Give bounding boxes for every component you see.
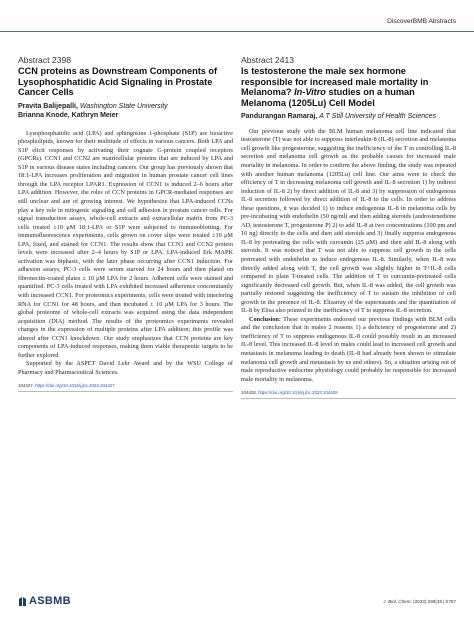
author-line-1	[18, 102, 233, 111]
author-affiliation: A T Still University of Health Sciences	[319, 113, 437, 121]
divider	[18, 391, 233, 392]
abstract-title	[241, 66, 456, 108]
abstract-body: Our previous study with the BLM human melanoma cell line indicated that testosterone (T) was not able to suppress interleukin-8 (IL-8) secretion and melanoma cell growth like progesterone, suggesting the inefficiency of the T in controlling IL-8 secretion and melanoma cell growth as the probable causes for increased male mortality in melanoma. In order to confirm the above finding, the study was repeated with another human melanoma (1205Lu) cell line. Our aims were to check the efficiency of T in decreasing melanoma cell growth and IL-8 secretion 1) by indirect induction of IL-8 2) by direct addition of IL-8 and 3) by suppression of endogenous IL-8 secretion followed by direct addition of IL-8 to the cells. In order to address these questions, it was decided 1) to induce endogenous IL-8 in melanoma cells by pre-incubating with endothelin (50 ng/ml) and then adding steroids (androstenedione AD, testosterone T, progesterone P) 2) to add IL-8 at two concentrations (100 pm and 10 ng) directly to the cells and then add steroids and 3) finally suppress endogenous IL-8 by pretreating the cells with curcumin (25 μM) and then add IL-8 along with steroids. It was noticed that T was not able to suppress cell growth in the cells pretreated with endothelin to induce endogenous IL-8. Similarly, when IL-8 was directly added along with T, the cell growth was slightly higher in T+IL-8 cells compared to plain T-treated cells. The addition of T to curcumin-pretreated cells significantly decreased cell growth. But, when IL-8 was added, the cell growth was partially restored suggesting the inefficiency of T to sustain the inhibition of cell growth in the presence of IL-8. Elisarray of the supernatants and the quantitation of IL-8 by Elisa also pointed to the inefficiency of T to suppress IL-8 secretion.	[241, 127, 456, 315]
logo-text: ASBMB	[29, 595, 71, 607]
author-line-1	[241, 112, 456, 121]
author-line-2	[18, 111, 233, 120]
author-name: Pravita Balijepalli,	[18, 102, 78, 110]
page-citation	[383, 599, 456, 604]
divider	[241, 398, 456, 399]
header-bar	[0, 0, 474, 32]
abstract-title: CCN proteins as Downstream Components of Lysophosphatidic Acid Signaling in Prostate Cancer Cells	[18, 66, 218, 98]
conclusion-text: These experiments endorsed our previous findings with BLM cells and the conclusion that in males 2 reasons 1) a deficiency of progesterone and 2) inefficiency of T to suppress endogenous IL-8 could possibly result in an increased IL-8 level. This increased IL-8 level in males could lead to increased cell growth and metastasis in melanoma leading to death (IL-8 had already been shown to stimulate melanoma cell growth and metastasis by us and others). So, a situation arising out of male reproductive endocrine physiology could probably be responsible for increased male mortality in melanoma.	[241, 315, 456, 383]
doi-line	[241, 390, 456, 395]
doi-link[interactable]: https://doi.org/10.1016/j.jbc.2023.104427	[35, 383, 115, 389]
abstract-number: Abstract 2413	[241, 55, 295, 65]
journal-section-label: DiscoverBMB Abstracts	[387, 18, 456, 25]
title-italic: In-Vitro	[294, 87, 326, 98]
author-affiliation: Washington State University	[79, 102, 168, 110]
author-names: Brianna Knode, Kathryn Meier	[18, 112, 119, 120]
title-part-1: Is testosterone the male sex hormone responsible for increased male mortality in Melanoma?	[241, 66, 429, 98]
abstract-2398	[18, 55, 233, 392]
citation-details: (2023) 299(3S) S787	[413, 599, 456, 604]
abstract-number: Abstract 2398	[18, 55, 72, 65]
abstract-support: Supported by the ASPET David Lehr Award and by the WSU College of Pharmacy and Pharmaceutical Sciences.	[18, 360, 233, 376]
doi-line	[18, 383, 233, 388]
asbmb-mark-icon	[18, 596, 27, 607]
journal-name: J. Biol. Chem.	[383, 599, 412, 604]
asbmb-logo	[18, 595, 71, 607]
title-part-2: studies on a human Melanoma (1205Lu) Cell Model	[241, 87, 415, 108]
abstract-body: Lysophosphatidic acid (LPA) and sphingosine 1-phosphate (S1P) are bioactive phospholipids, known for their multitude of effects in various cancers. Both LPA and S1P elicit responses by activating their cognate G-protein coupled receptors (GPCRs). CCN1 and CCN2 are matricellular proteins that are induced by LPA and S1P in various disease states including cancers. Our group has previously shown that 18:1-LPA increases proliferation and migration in human prostate cancer cell lines through the LPA receptor LPAR1. Expression of CCN1 is induced 2–6 hours after LPA addition. However, the roles of CCN proteins in GPCR-mediated responses are still unclear and are of growing interest. We hypothesize that LPA-induced CCNs play a key role in mitogenic signaling and cell adhesion in prostate cancer cells. For signal transduction assays, whole-cell extracts and extracellular matrix from PC-3 cells treated ±10 μM 18:1-LPA or S1P were subjected to immunoblotting. For immunofluorescence experiments, cells grown on cover slips were treated ±10 μM LPA, fixed, and stained for CCN1. The results show that CCN1 and CCN2 protein levels were increased after 2–4 hours by S1P or LPA. LPA-induced Erk MAPK activation was biphasic, with the later phase occurring after CCN1 induction. For adhesion assays, PC-3 cells were serum starved for 24 hours and then plated on fibronectin-coated plates ± 10 μM LPA for 2 hours. Adherent cells were stained and quantified. PC-3 cells treated with LPA exhibited increased adherence concomitantly with increased CCN1. For proteomics experiments, cells were treated with interfering RNA for CCN1 for 48 hours, and then incubated ± 10 μM LPA for 3 hours. The global proteome of whole-cell extracts was acquired using the data independent acquisition (DIA) method. The results of the proteomics experiments revealed changes in the expression of multiple proteins after LPA addition; this profile was altered after CCN1 knockdown. Our study emphasizes that CCN proteins are key components of LPA-induced responses, making them viable therapeutic targets to be further explored.	[18, 129, 233, 359]
doi-link[interactable]: https://doi.org/10.1016/j.jbc.2023.104428	[258, 390, 338, 396]
doi-id: 104427.	[18, 383, 34, 389]
conclusion-label: Conclusion:	[249, 315, 281, 323]
author-name: Pandurangan Ramaraj,	[241, 113, 318, 121]
abstract-conclusion	[241, 316, 456, 384]
doi-id: 104428.	[241, 390, 257, 396]
abstract-2413	[241, 55, 456, 399]
